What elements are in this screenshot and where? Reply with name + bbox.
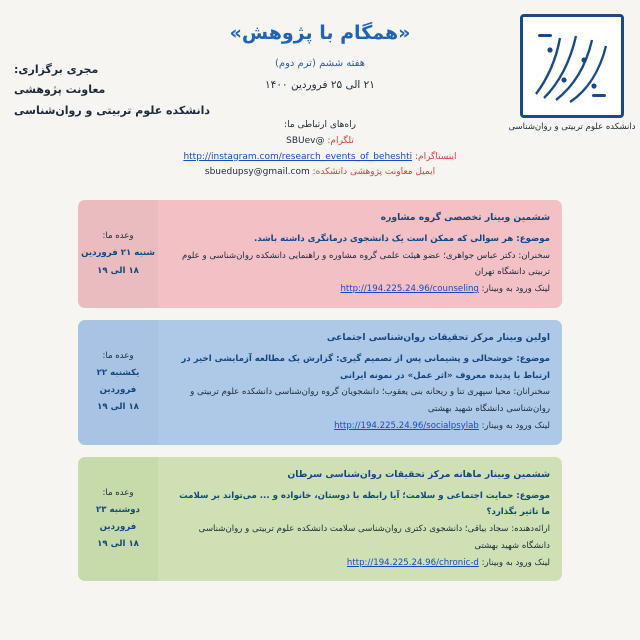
instagram-link[interactable]: http://instagram.com/research_events_of_beheshti [183, 151, 413, 162]
session-link[interactable]: http://194.225.24.96/chronic-d [346, 557, 479, 568]
session-speaker-text: محیا سپهری تنا و ریحانه بنی یعقوب؛ دانشجویان گروه روان‌شناسی دانشکده علوم تربیتی و روان‌شناسی دانشگاه شهید بهشتی [190, 387, 550, 415]
session-link-row [170, 555, 550, 572]
session-body [158, 200, 562, 308]
session-link[interactable]: http://194.225.24.96/socialpsylab [334, 420, 479, 431]
session-title: ششمین وبینار تخصصی گروه مشاوره [380, 212, 550, 223]
session-when-label: وعده ما: [102, 231, 134, 242]
session-body [158, 457, 562, 582]
session-body [158, 320, 562, 445]
session-topic-text: حمایت اجتماعی و سلامت؛ آیا رابطه با دوستان، خانواده و ... می‌تواند بر سلامت ما تاثیر بگذارد؟ [179, 490, 550, 518]
session-speaker-label: ارائه‌دهنده: [511, 524, 550, 535]
telegram-value[interactable]: @SBUev [286, 135, 325, 146]
contact-telegram-row [0, 134, 640, 150]
session-link-label: لینک ورود به وبینار: [481, 420, 550, 431]
organizer-block [14, 60, 244, 121]
session-topic [170, 488, 550, 522]
session-speaker-label: سخنران: [518, 250, 550, 261]
session-when-time: ۱۸ الی ۱۹ [97, 265, 139, 276]
page-subtitle: هفته ششم (ترم دوم) [275, 58, 365, 69]
session-topic-text: خوشحالی و پشیمانی پس از تصمیم گیری: گزارش یک مطالعه آزمایشی اخیر در ارتباط با پدیده معروف «اثر عمل» در نمونه ایرانی [181, 353, 550, 381]
session-title: اولین وبینار مرکز تحقیقات روان‌شناسی اجتماعی [326, 331, 550, 343]
contact-block [0, 118, 640, 181]
session-when-label: وعده ما: [102, 487, 134, 498]
email-label: ایمیل معاونت پژوهشی دانشکده: [312, 167, 436, 178]
logo-caption: دانشکده علوم تربیتی و روان‌شناسی [508, 122, 636, 132]
contact-heading: راه‌های ارتباطی ما: [284, 120, 356, 130]
instagram-label: اینستاگرام: [414, 151, 457, 162]
session-when [78, 320, 158, 445]
organizer-line1: معاونت پژوهشی [14, 83, 106, 97]
session-when-date: دوشنبه ۲۳ فروردین [96, 504, 140, 532]
session-topic-label: موضوع: [516, 353, 550, 364]
page-title: «همگام با پژوهش» [229, 22, 411, 44]
sessions-list [0, 200, 640, 593]
session-when-date: یکشنبه ۲۲ فروردین [96, 368, 140, 396]
session-topic [170, 231, 550, 248]
session-title: ششمین وبینار ماهانه مرکز تحقیقات روان‌شناسی سرطان [287, 468, 550, 480]
session-link-label: لینک ورود به وبینار: [481, 284, 550, 295]
telegram-label: تلگرام: [327, 135, 354, 146]
session-topic-label: موضوع: [516, 490, 550, 501]
session-card [78, 457, 562, 582]
session-when [78, 200, 158, 308]
session-link-row [170, 418, 550, 435]
session-when [78, 457, 158, 582]
session-when-time: ۱۸ الی ۱۹ [97, 539, 139, 550]
session-speaker-label: سخنرانان: [513, 387, 550, 398]
session-speaker-text: سجاد بیاقی؛ دانشجوی دکتری روان‌شناسی سلامت دانشکده علوم تربیتی و روان‌شناسی دانشگاه شهید بهشتی [198, 524, 550, 551]
session-speaker [170, 521, 550, 555]
session-speaker-text: دکتر عباس جواهری؛ عضو هیئت علمی گروه مشاوره و راهنمایی دانشکده روان‌شناسی و علوم تربیتی دانشگاه تهران [182, 250, 550, 278]
session-card [78, 320, 562, 445]
session-speaker [170, 384, 550, 418]
session-when-date: شنبه ۲۱ فروردین [81, 248, 155, 259]
session-link-label: لینک ورود به وبینار: [481, 557, 550, 568]
contact-instagram-row [0, 150, 640, 166]
session-topic-label: موضوع: [516, 233, 550, 244]
session-when-time: ۱۸ الی ۱۹ [97, 402, 139, 413]
contact-email-row [0, 165, 640, 181]
session-topic [170, 351, 550, 385]
date-range: ۲۱ الی ۲۵ فروردین ۱۴۰۰ [265, 79, 375, 91]
organizer-line2: دانشکده علوم تربیتی و روان‌شناسی [14, 103, 211, 117]
session-link[interactable]: http://194.225.24.96/counseling [340, 284, 479, 295]
session-link-row [170, 281, 550, 298]
session-card [78, 200, 562, 308]
email-value[interactable]: sbuedupsy@gmail.com [204, 167, 310, 178]
session-topic-text: هر سوالی که ممکن است یک دانشجوی درمانگری داشته باشد. [254, 233, 514, 244]
organizer-title: مجری برگزاری: [14, 63, 99, 76]
session-speaker [170, 248, 550, 282]
session-when-label: وعده ما: [102, 350, 134, 361]
poster-header [0, 0, 640, 185]
